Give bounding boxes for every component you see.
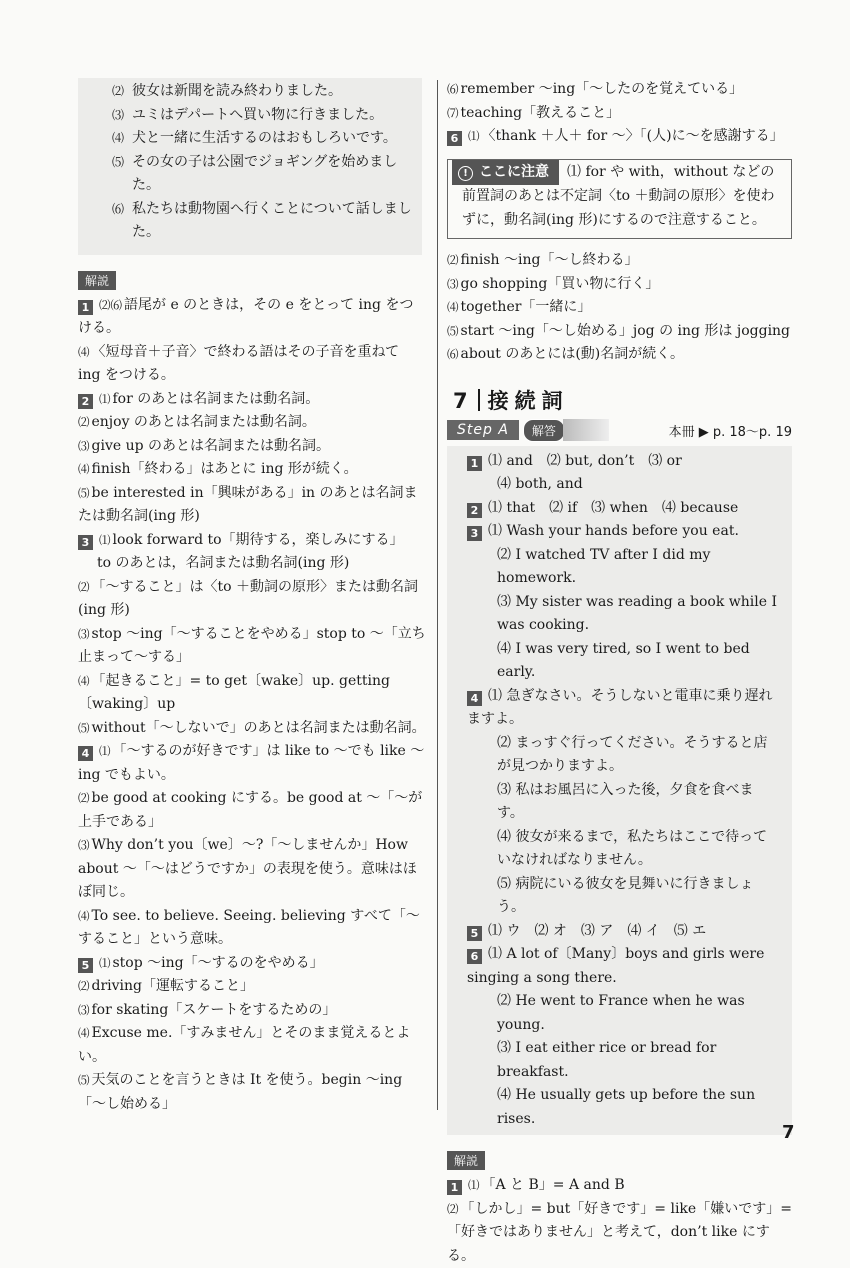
line-text: without「～しないで」のあとは名詞または動名詞。 <box>92 720 426 736</box>
explanation-line <box>447 320 792 344</box>
answer-line <box>467 591 778 638</box>
line-text: together「一緒に」 <box>461 299 592 315</box>
explanation-line <box>447 78 792 102</box>
example-row <box>112 151 412 198</box>
explanation-line <box>78 670 426 717</box>
answer-line <box>467 473 778 497</box>
line-text: enjoy のあとは名詞または動名詞。 <box>92 414 316 430</box>
answer-line <box>467 638 778 685</box>
item-number: ⑵ <box>78 979 90 993</box>
example-text: 私たちは動物園へ行くことについて話しました。 <box>132 198 412 245</box>
question-number-badge: 3 <box>78 535 93 550</box>
example-row <box>112 127 412 151</box>
page-number: 7 <box>782 1122 795 1143</box>
title-bar <box>478 389 480 411</box>
explanation-line <box>78 834 426 905</box>
explanation-line <box>78 294 426 341</box>
explanation-line <box>78 975 426 999</box>
explanation-line <box>78 458 426 482</box>
line-text: Excuse me.「すみません」とそのまま覚えるとよい。 <box>78 1025 410 1065</box>
line-text: give up のあとは名詞または動名詞。 <box>92 438 331 454</box>
line-text: Why don’t you〔we〕～?「～しませんか」How about ～「～はどうですか」の表現を使う。意味はほぼ同じ。 <box>78 837 417 900</box>
item-number: ⑹ <box>447 82 459 96</box>
answer-line <box>467 450 778 474</box>
item-number: ⑷ <box>78 909 90 923</box>
answer-line <box>467 943 778 990</box>
caution-box <box>447 159 792 240</box>
example-number: ⑷ <box>112 127 132 151</box>
item-number: ⑸ <box>78 721 90 735</box>
item-number: ⑴ <box>468 1178 480 1192</box>
line-text: for のあとは名詞または動名詞。 <box>113 391 320 407</box>
answer-text: ⑵ I watched TV after I did my homework. <box>497 547 710 587</box>
item-number: ⑴ <box>99 744 111 758</box>
line-text: To see. to believe. Seeing. believing すべて「～すること」という意味。 <box>78 908 420 948</box>
example-text: その女の子は公園でジョギングを始めました。 <box>132 151 412 198</box>
answer-box <box>447 446 792 1136</box>
item-number: ⑷ <box>78 1026 90 1040</box>
item-number: ⑷ <box>78 462 90 476</box>
item-number: ⑴ <box>99 392 111 406</box>
caution-heading <box>452 160 559 186</box>
item-number: ⑸ <box>78 1073 90 1087</box>
example-text: 彼女は新聞を読み終わりました。 <box>132 80 412 104</box>
page-reference: 本冊 ▶ p. 18～p. 19 <box>669 421 792 440</box>
line-text: 語尾が e のときは，その e をとって ing をつける。 <box>78 297 413 337</box>
answer-text: ⑴ 急ぎなさい。そうしないと電車に乗り遅れますよ。 <box>467 688 772 728</box>
line-text: teaching「教えること」 <box>461 105 621 121</box>
line-text: be interested in「興味がある」in のあとは名詞または動名詞(ing 形) <box>78 485 418 525</box>
question-number-badge: 6 <box>467 949 482 964</box>
explanation-line <box>78 552 426 576</box>
example-number: ⑶ <box>112 104 132 128</box>
caution-body: ⑴ for や with，without などの前置詞のあとは不定詞〈to ＋動詞の原形〉を使わずに，動名詞(ing 形)にするので注意すること。 <box>462 164 775 228</box>
explanation-line <box>78 529 426 553</box>
line-text: 〈thank ＋人＋ for ～〉「(人)に～を感謝する」 <box>482 128 784 144</box>
example-number: ⑵ <box>112 80 132 104</box>
question-number-badge: 1 <box>78 300 93 315</box>
answer-line <box>467 873 778 920</box>
example-row <box>112 80 412 104</box>
answer-text: ⑷ 彼女が来るまで，私たちはここで待っていなければなりません。 <box>497 829 767 869</box>
item-number: ⑶ <box>78 1003 90 1017</box>
explanation-line <box>78 623 426 670</box>
explanation-line <box>78 787 426 834</box>
answer-text: ⑶ I eat either rice or bread for breakfast. <box>497 1040 716 1080</box>
answer-label: 解答 <box>523 419 565 442</box>
answer-line <box>467 1037 778 1084</box>
answer-line <box>467 920 778 944</box>
item-number: ⑸ <box>78 486 90 500</box>
kaisetsu-label: 解説 <box>78 271 116 290</box>
answer-line <box>467 990 778 1037</box>
explanation-line <box>78 341 426 388</box>
example-row <box>112 198 412 245</box>
explanation-list-7 <box>447 1174 792 1268</box>
step-a-label: Step A <box>447 420 519 440</box>
kaisetsu-label-right: 解説 <box>447 1151 485 1170</box>
answer-text: ⑵ He went to France when he was young. <box>497 993 745 1033</box>
answer-text: ⑴ that ⑵ if ⑶ when ⑷ because <box>488 500 738 516</box>
right-column <box>447 78 792 1268</box>
item-number: ⑵ <box>78 791 90 805</box>
answer-line <box>467 826 778 873</box>
item-number: ⑴ <box>468 129 480 143</box>
line-text: go shopping「買い物に行く」 <box>461 276 660 292</box>
item-number: ⑺ <box>447 106 459 120</box>
line-text: 〈短母音＋子音〉で終わる語はその子音を重ねて ing をつける。 <box>78 344 399 384</box>
line-text: start ～ing「～し始める」jog の ing 形は jogging <box>461 323 791 339</box>
answer-line <box>467 732 778 779</box>
question-number-badge: 2 <box>467 503 482 518</box>
explanation-line <box>78 1069 426 1116</box>
question-number-badge: 4 <box>467 691 482 706</box>
question-number-badge: 2 <box>78 394 93 409</box>
line-text: 「しかし」= but「好きです」= like「嫌いです」=「好きではありません」と考えて，don’t like にする。 <box>447 1201 792 1264</box>
example-text: 犬と一緒に生活するのはおもしろいです。 <box>132 127 412 151</box>
explanation-line <box>447 343 792 367</box>
answer-line <box>467 779 778 826</box>
line-text: stop ～ing「～することをやめる」stop to ～「立ち止まって～する」 <box>78 626 426 666</box>
line-text: 「～するのが好きです」は like to ～でも like ～ing でもよい。 <box>78 743 424 783</box>
line-text: 「A と B」= A and B <box>482 1177 625 1193</box>
example-sentences <box>78 78 422 255</box>
answer-text: ⑴ ウ ⑵ オ ⑶ ア ⑷ イ ⑸ エ <box>488 923 706 939</box>
answer-text: ⑴ Wash your hands before you eat. <box>488 523 739 539</box>
question-number-badge: 1 <box>447 1180 462 1195</box>
section-title <box>453 385 792 415</box>
line-text: 天気のことを言うときは It を使う。begin ～ing「～し始める」 <box>78 1072 402 1112</box>
explanation-line <box>78 576 426 623</box>
line-text: about のあとには(動)名詞が続く。 <box>461 346 684 362</box>
explanation-line <box>78 388 426 412</box>
item-number: ⑶ <box>447 277 459 291</box>
column-divider <box>437 80 438 1110</box>
item-number: ⑴ <box>99 533 111 547</box>
explanation-line <box>447 102 792 126</box>
item-number: ⑵ <box>78 415 90 429</box>
answer-line <box>467 544 778 591</box>
line-text: 「起きること」= to get〔wake〕up. getting〔waking〕up <box>78 673 390 713</box>
answer-text: ⑸ 病院にいる彼女を見舞いに行きましょう。 <box>497 876 753 916</box>
answer-text: ⑶ My sister was reading a book while I was cooking. <box>497 594 777 634</box>
caution-heading-text: ここに注意 <box>479 164 549 180</box>
item-number: ⑶ <box>78 627 90 641</box>
answer-text: ⑷ both, and <box>497 476 583 492</box>
step-arrow-decoration <box>563 419 609 441</box>
answer-text: ⑴ and ⑵ but, don’t ⑶ or <box>488 453 682 469</box>
explanation-line <box>78 1022 426 1069</box>
question-number-badge: 4 <box>78 746 93 761</box>
answer-line <box>467 1084 778 1131</box>
answer-text: ⑴ A lot of〔Many〕boys and girls were singing a song there. <box>467 946 764 986</box>
item-number: ⑶ <box>78 439 90 453</box>
example-number: ⑹ <box>112 198 132 245</box>
explanation-line <box>78 717 426 741</box>
explanation-line <box>447 273 792 297</box>
explanation-line <box>78 905 426 952</box>
item-number: ⑹ <box>447 347 459 361</box>
section-title-text: 接続詞 <box>488 389 569 413</box>
line-text: finish「終わる」はあとに ing 形が続く。 <box>92 461 358 477</box>
section-number: 7 <box>453 389 474 413</box>
item-number: ⑵⑹ <box>99 298 122 312</box>
line-text: finish ～ing「～し終わる」 <box>461 252 639 268</box>
item-number: ⑵ <box>78 580 90 594</box>
item-number: ⑴ <box>99 956 111 970</box>
explanation-line <box>447 296 792 320</box>
question-number-badge: 1 <box>467 456 482 471</box>
answer-line <box>467 497 778 521</box>
question-number-badge: 3 <box>467 526 482 541</box>
explanation-line <box>447 125 792 149</box>
answer-text: ⑵ まっすぐ行ってください。そうすると店が見つかりますよ。 <box>497 735 767 775</box>
answer-text: ⑶ 私はお風呂に入った後，夕食を食べます。 <box>497 782 753 822</box>
question-number-badge: 6 <box>447 131 462 146</box>
item-number: ⑷ <box>78 674 90 688</box>
explanation-line <box>78 482 426 529</box>
explanation-line <box>78 952 426 976</box>
line-text: driving「運転すること」 <box>92 978 255 994</box>
question-number-badge: 5 <box>78 958 93 973</box>
line-text: for skating「スケートをするための」 <box>92 1002 337 1018</box>
explanation-line <box>78 435 426 459</box>
exclamation-icon: ! <box>458 166 473 181</box>
answer-line <box>467 520 778 544</box>
line-text: remember ～ing「～したのを覚えている」 <box>461 81 744 97</box>
line-text: look forward to「期待する，楽しみにする」 <box>113 532 404 548</box>
explanation-line <box>78 740 426 787</box>
answer-text: ⑷ He usually gets up before the sun rises. <box>497 1087 755 1127</box>
item-number: ⑷ <box>78 345 90 359</box>
item-number: ⑵ <box>447 253 459 267</box>
item-number: ⑵ <box>447 1202 459 1216</box>
example-text: ユミはデパートへ買い物に行きました。 <box>132 104 412 128</box>
example-row <box>112 104 412 128</box>
explanation-line <box>447 1174 792 1198</box>
explanation-list-continued <box>447 78 792 149</box>
line-text: 「～すること」は〈to ＋動詞の原形〉または動名詞(ing 形) <box>78 579 418 619</box>
answer-text: ⑷ I was very tired, so I went to bed early. <box>497 641 750 681</box>
explanation-line <box>78 999 426 1023</box>
explanation-line <box>78 411 426 435</box>
answer-line <box>467 685 778 732</box>
line-text: stop ～ing「～するのをやめる」 <box>113 955 324 971</box>
step-header <box>447 419 792 442</box>
example-number: ⑸ <box>112 151 132 198</box>
left-column <box>78 78 426 1116</box>
question-number-badge: 5 <box>467 926 482 941</box>
item-number: ⑷ <box>447 300 459 314</box>
line-text: to のあとは，名詞または動名詞(ing 形) <box>97 555 349 571</box>
item-number: ⑸ <box>447 324 459 338</box>
line-text: be good at cooking にする。be good at ～「～が上手である」 <box>78 790 422 830</box>
item-number: ⑶ <box>78 838 90 852</box>
explanation-line <box>447 249 792 273</box>
explanation-list-6 <box>447 249 792 367</box>
explanation-list <box>78 294 426 1117</box>
explanation-line <box>447 1198 792 1268</box>
